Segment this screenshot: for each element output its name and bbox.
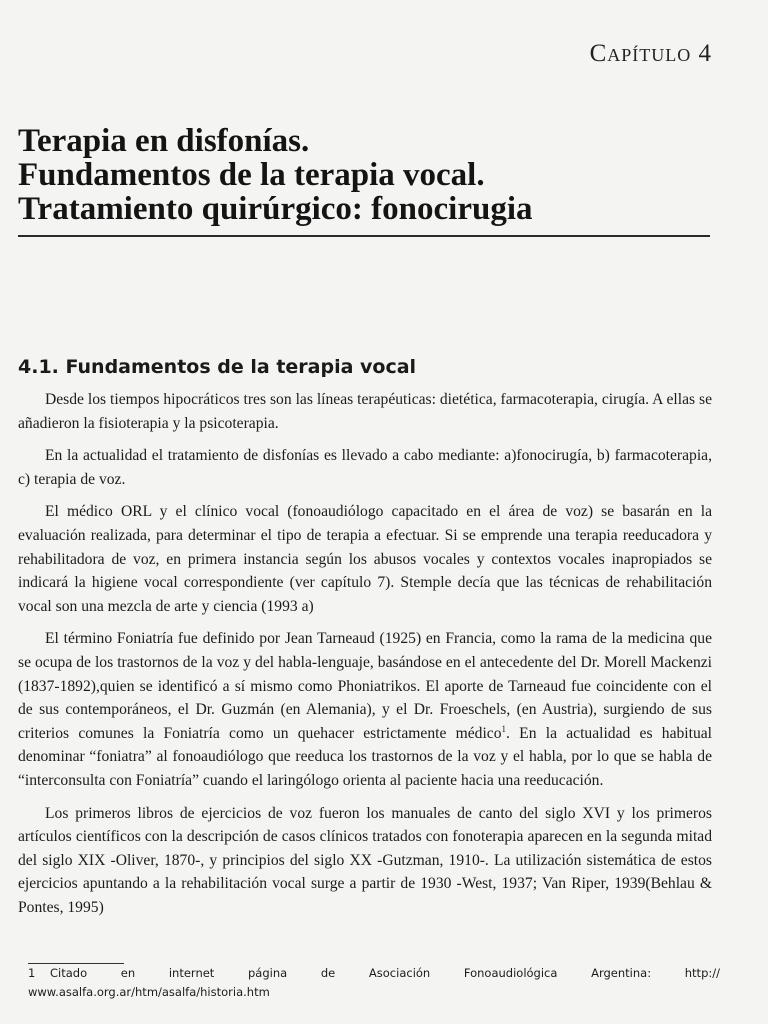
title-line-3: Tratamiento quirúrgico: fonocirugia <box>18 191 533 227</box>
paragraph: Los primeros libros de ejercicios de voz fueron los manuales de canto del siglo XVI y los primeros artículos científicos con la descripción de casos clínicos tratados con fonoterapia aparecen en la segunda mitad del siglo XIX -Oliver, 1870-, y principios del siglo XX -Gutzman, 1910-. La utilización sistemática de estos ejercicios apuntando a la rehabilitación vocal surge a partir de 1930 -West, 1937; Van Riper, 1939(Behlau & Pontes, 1995) <box>18 804 712 916</box>
title-underline <box>18 235 710 237</box>
paragraph: El médico ORL y el clínico vocal (fonoaudiólogo capacitado en el área de voz) se basarán en la evaluación realizada, para determinar el tipo de terapia a efectuar. Si se emprende una terapia reeducadora y rehabilitadora de voz, en primera instancia según los abusos vocales y contextos vocales inapropiados se indicará la higiene vocal correspondiente (ver capítulo 7). Stemple decía que las técnicas de rehabilitación vocal son una mezcla de arte y ciencia (1993 a) <box>18 503 712 615</box>
paragraph-text: El término Foniatría fue definido por Jean Tarneaud (1925) en Francia, como la rama de la medicina que se ocupa de los trastornos de la voz y del habla-lenguaje, basándose en el antecedente del Dr. Morell Mackenzi (1837-1892),quien se identificó a sí mismo como Phoniatrikos. El aporte de Tarneaud fue coincidente con el de sus contemporáneos, el Dr. Guzmán (en Alemania), y el Dr. Froeschels, (en Austria), surgiendo de sus criterios comunes la Foniatría como un quehacer estrictamente médico <box>18 630 712 742</box>
footnote-number: 1 <box>28 966 36 980</box>
chapter-label: Capítulo 4 <box>589 40 712 67</box>
footnote-text: Citado en internet página de Asociación Fonoaudiológica Argentina: http:// www.asalfa.org.ar/htm/asalfa/historia.htm <box>28 966 720 999</box>
section-heading: 4.1. Fundamentos de la terapia vocal <box>18 356 417 378</box>
paragraph: Desde los tiempos hipocráticos tres son las líneas terapéuticas: dietética, farmacoterapia, cirugía. A ellas se añadieron la fisioterapia y la psicoterapia. <box>18 391 712 432</box>
paragraph-text: . En la actualidad es habitual denominar “foniatra” al fonoaudiólogo que reeduca los trastornos de la voz y el habla, por lo que se habla de “interconsulta con Foniatría” cuando el laringólogo orienta al paciente hacia una reeducación. <box>18 724 712 789</box>
body-text <box>18 388 712 928</box>
footnote-reference: 1 <box>501 723 507 734</box>
title-line-2: Fundamentos de la terapia vocal. <box>18 157 485 193</box>
paragraph <box>18 627 712 792</box>
footnote <box>28 964 720 1002</box>
paragraph: En la actualidad el tratamiento de disfonías es llevado a cabo mediante: a)fonocirugía, b) farmacoterapia, c) terapia de voz. <box>18 447 712 488</box>
title-line-1: Terapia en disfonías. <box>18 123 310 159</box>
chapter-title <box>18 124 718 226</box>
